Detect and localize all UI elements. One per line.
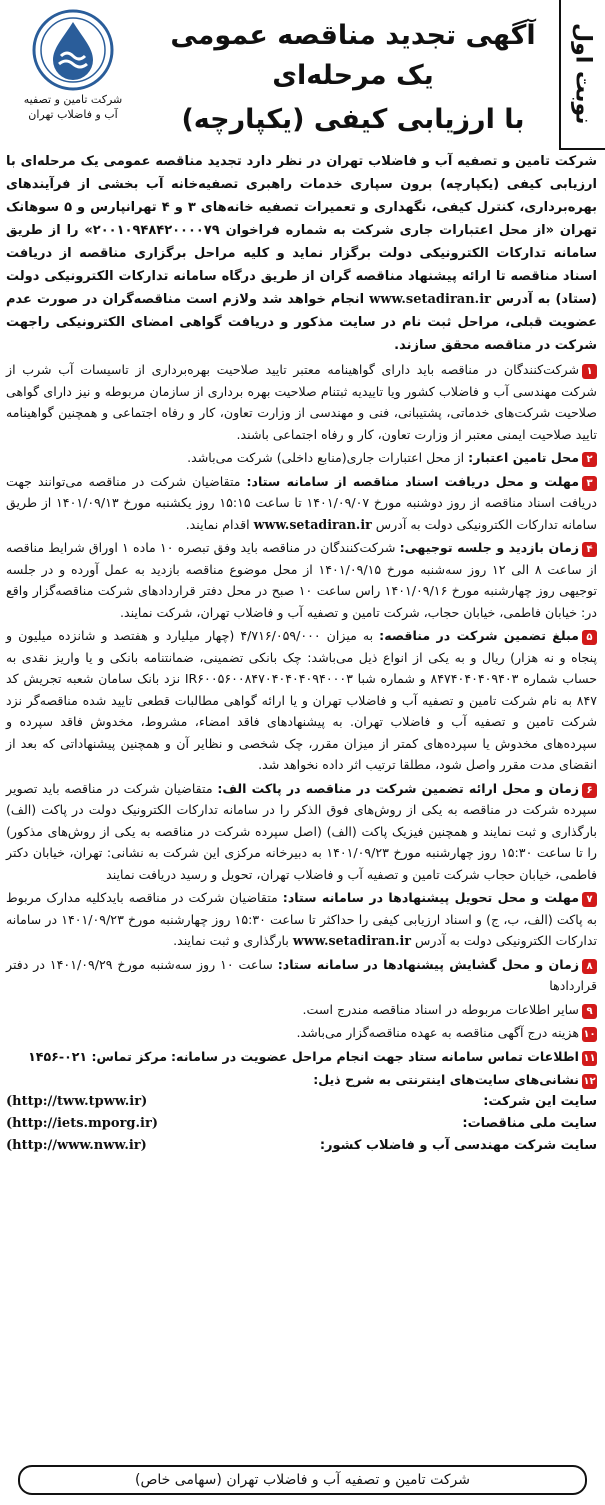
clause-9	[6, 999, 597, 1021]
clause-3	[6, 471, 597, 536]
notice-title	[153, 16, 553, 144]
notice-body	[6, 150, 597, 1157]
clause-number: ۴	[582, 542, 597, 557]
intro-text: شرکت تامین و تصفیه آب و فاضلاب تهران در نظر دارد تجدید مناقصه عمومی یک مرحله‌ای با ارزیابی کیفی (یکپارچه) برون سپاری خدمات راهبری تصفیه‌خانه آب بخشی از فرآیندهای بهره‌برداری، کنترل کیفی، نگهداری و تعمیرات تصفیه خانه‌های ۳ و ۴ تهرانپارس و ۵ سوهانک تهران «از محل اعتبارات جاری شرکت به شماره فراخوان ۲۰۰۱۰۹۴۸۴۲۰۰۰۰۷۹» را از طریق سامانه تدارکات الکترونیکی دولت برگزار نماید و کلیه مراحل برگزاری مناقصه از دریافت اسناد مناقصه تا ارائه پیشنهاد مناقصه گران از طریق درگاه سامانه تدارکات الکترونیکی دولت (ستاد) به آدرس	[6, 154, 598, 307]
clause-number: ۵	[582, 630, 597, 645]
clause-10	[6, 1022, 597, 1044]
clause-tail: اقدام نمایند.	[185, 516, 250, 532]
clause-text: متقاضیان شرکت در مناقصه باید تصویر سپرده شرکت در مناقصه به یکی از روش‌های فوق الذکر را در سامانه تدارکات الکترونیک دولت در پاکت (الف) بارگذاری و ثبت نمایند و همچنین فیزیک پاکت (الف) (اصل سپرده شرکت در مناقصه به یکی از روش‌های مذکور) را تا ساعت ۱۵:۳۰ روز چهارشنبه مورخ ۱۴۰۱/۰۹/۲۳ به دبیرخانه مرکزی این شرکت به نشانی: تهران، خیابان دکتر فاطمی، خیابان حجاب شرکت تامین و تصفیه آب و فاضلاب تهران، تحویل و رسید دریافت نمایند	[6, 780, 597, 882]
clause-4	[6, 537, 597, 623]
clause-heading: محل تامین اعتبار:	[468, 450, 579, 465]
company-logo	[8, 8, 138, 122]
clause-text: هزینه درج آگهی مناقصه به عهده مناقصه‌گزار می‌باشد.	[296, 1025, 579, 1040]
website-link[interactable]: (http://tww.tpww.ir)	[6, 1093, 148, 1109]
clause-heading: نشانی‌های سایت‌های اینترنتی به شرح ذیل:	[313, 1072, 579, 1087]
clause-heading: مهلت و محل دریافت اسناد مناقصه از سامانه ستاد:	[246, 473, 579, 489]
clause-text: شرکت‌کنندگان در مناقصه باید وفق تبصره ۱۰ ماده ۱ اوراق شرایط مناقصه از ساعت ۸ الی ۱۲ روز سه‌شنبه مورخ ۱۴۰۱/۰۹/۱۵ از محل موضوع مناقصه بازدید به عمل آورده و در جلسه توجیهی روز چهارشنبه مورخ ۱۴۰۱/۰۹/۱۶ راس ساعت ۱۰ صبح در محل دفتر قراردادهای شرکت مناقصه‌گزار واقع در: خیابان فاطمی، خیابان حجاب، شرکت تامین و تصفیه آب و فاضلاب تهران، شرکت نمایند.	[6, 540, 597, 620]
clause-heading: اطلاعات تماس سامانه ستاد جهت انجام مراحل عضویت در سامانه:	[171, 1048, 579, 1064]
website-link[interactable]: (http://www.nww.ir)	[6, 1137, 147, 1153]
clause-7	[6, 887, 597, 952]
publication-round-label: نوبت اول	[570, 23, 596, 125]
website-link[interactable]: (http://iets.mporg.ir)	[6, 1115, 158, 1131]
clause-text: ساعت ۱۰ روز سه‌شنبه مورخ ۱۴۰۱/۰۹/۲۹ در دفتر قراردادها	[6, 956, 597, 993]
water-drop-logo-icon	[31, 8, 115, 92]
clause-number: ۶	[582, 783, 597, 798]
clause-text: سایر اطلاعات مربوطه در اسناد مناقصه مندرج است.	[302, 1001, 579, 1017]
website-label: سایت ملی مناقصات:	[462, 1115, 597, 1131]
clause-text: مرکز تماس: ۰۲۱-۱۴۵۶	[28, 1048, 167, 1064]
clause-heading: زمان بازدید و جلسه توجیهی:	[399, 540, 580, 555]
clause-heading: مبلغ تضمین شرکت در مناقصه:	[379, 628, 579, 643]
publication-round-tab	[559, 0, 605, 150]
website-label: سایت این شرکت:	[483, 1093, 597, 1109]
website-row	[6, 1091, 597, 1113]
setad-url-link[interactable]: www.setadiran.ir	[253, 516, 372, 532]
clause-text: شرکت‌کنندگان در مناقصه باید دارای گواهینامه معتبر تایید صلاحیت بهره‌برداری از تاسیسات آب شرب از شرکت مهندسی آب و فاضلاب کشور ویا تاییدیه ثبتنام صلاحیت بهره برداری از سازمان مربوطه و نیز دارای گواهی صلاحیت شرکت‌های خدماتی، پشتیبانی، فنی و مهندسی از وزارت تعاون، کار و رفاه اجتماعی و همچنین گواهینامه تایید صلاحیت ایمنی معتبر از وزارت تعاون، کار و رفاه اجتماعی باشند.	[6, 362, 597, 442]
clause-number: ۱۰	[583, 1029, 596, 1040]
website-row	[6, 1113, 597, 1135]
clause-number: ۱۲	[583, 1076, 596, 1087]
clause-6	[6, 778, 597, 886]
clause-number: ۱	[582, 364, 597, 379]
clause-11	[6, 1046, 597, 1068]
clause-tail: بارگذاری و ثبت نمایند.	[173, 933, 289, 948]
clause-8	[6, 954, 597, 997]
logo-caption-line-1: شرکت تامین و تصفیه	[23, 93, 123, 106]
clause-number: ۱۱	[583, 1052, 596, 1064]
title-line-1: آگهی تجدید مناقصه عمومی یک مرحله‌ای	[170, 20, 536, 91]
setad-url-link[interactable]: www.setadiran.ir	[369, 292, 491, 307]
clause-12	[6, 1069, 597, 1091]
clause-text: متقاضیان شرکت در مناقصه بایدکلیه مدارک مربوط به پاکت (الف، ب، ج) و اسناد ارزیابی کیفی را حداکثر تا ساعت ۱۵:۳۰ روز چهارشنبه مورخ ۱۴۰۱/۰۹/۲۳ در سامانه تدارکات الکترونیکی دولت به آدرس	[6, 890, 598, 948]
logo-caption-line-2: آب و فاضلاب تهران	[28, 108, 118, 121]
clause-text: متقاضیان شرکت در مناقصه می‌توانند جهت دریافت اسناد مناقصه از روز دوشنبه مورخ ۱۴۰۱/۰۹/۰۷ تا ساعت ۱۵:۱۵ روز یکشنبه مورخ ۱۴۰۱/۰۹/۱۳ از طریق سامانه تدارکات الکترونیکی دولت به آدرس	[6, 473, 597, 532]
clause-heading: زمان و محل گشایش پیشنهادها در سامانه ستاد:	[277, 956, 579, 972]
clause-number: ۷	[582, 892, 597, 907]
setad-url-link[interactable]: www.setadiran.ir	[292, 933, 411, 948]
clause-2	[6, 447, 597, 469]
clause-number: ۸	[582, 959, 597, 974]
intro-tail: انجام خواهد شد ولازم است مناقصه‌گران در صورت عدم عضویت قبلی، مراحل ثبت نام در سایت مذکور و دریافت گواهی امضای الکترونیکی راجهت شرکت در مناقصه محقق سازند.	[6, 292, 597, 353]
clause-number: ۲	[582, 452, 597, 467]
website-label: سایت شرکت مهندسی آب و فاضلاب کشور:	[319, 1137, 597, 1153]
clause-heading: زمان و محل ارائه تضمین شرکت در مناقصه در پاکت الف:	[217, 780, 579, 796]
clause-1	[6, 359, 597, 445]
clause-number: ۳	[582, 476, 597, 491]
clause-heading: مهلت و محل تحویل پیشنهادها در سامانه ستاد:	[282, 890, 579, 905]
clause-text: از محل اعتبارات جاری(منابع داخلی) شرکت می‌باشد.	[187, 450, 465, 465]
intro-paragraph	[6, 150, 597, 357]
clause-text: به میزان ۴/۷۱۶/۰۵۹/۰۰۰ (چهار میلیارد و هفتصد و شانزده میلیون و پنجاه و نه هزار) ریال و به یکی از انواع ذیل می‌باشد: چک بانکی تضمینی، ضمانتنامه بانکی و یا واریز نقدی به حساب شماره ۸۴۷۴۰۴۰۴۰۹۴۰۳ و شماره شبا IR۶۰۰۵۶۰۰۸۴۷۰۴۰۴۰۴۰۹۴۰۰۰۳ نزد بانک سامان شعبه تجریش کد ۸۴۷ به نام شرکت تامین و تصفیه آب و فاضلاب تهران و یا ارائه گواهی مطالبات قطعی تایید شده مناقصه‌گر نزد شرکت تامین و تصفیه آب و فاضلاب تهران. به پیشنهادهای فاقد امضاء، مشروط، مخدوش فاقد سپرده و سپرده‌های مخدوش یا سپرده‌های کمتر از میزان مقرر، چک شخصی و نظایر آن و همچنین پیشنهاداتی که بعد از انقضای مدت مقرر واصل شود، مطلقا ترتیب اثر داده نخواهد شد.	[6, 628, 597, 772]
clause-number: ۹	[582, 1004, 597, 1019]
footer-company-name: شرکت تامین و تصفیه آب و فاضلاب تهران (سهامی خاص)	[18, 1465, 587, 1495]
clause-5	[6, 625, 597, 776]
website-row	[6, 1135, 597, 1157]
title-line-2: با ارزیابی کیفی (یکپارچه)	[181, 104, 525, 135]
